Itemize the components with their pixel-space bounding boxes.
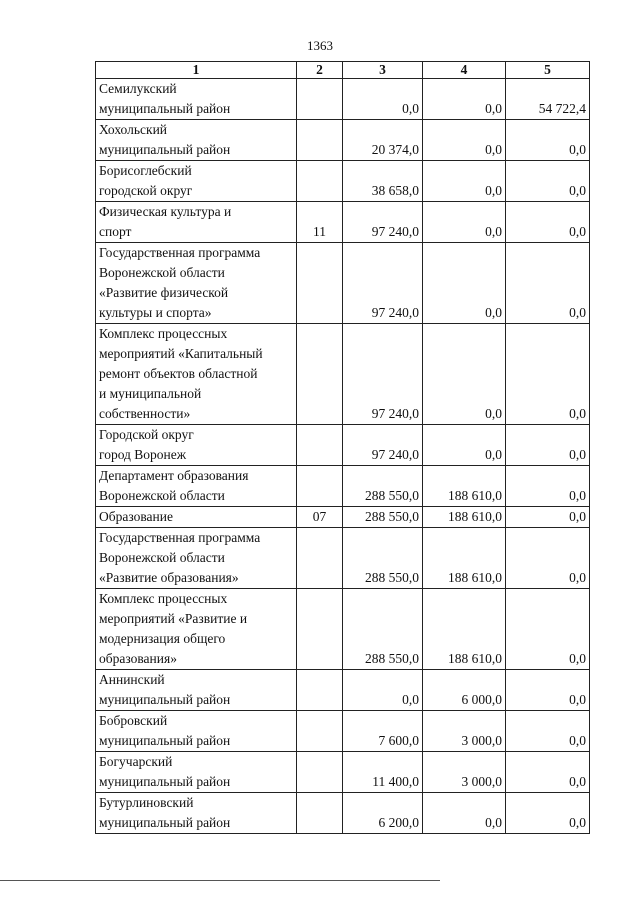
row-value-col5: 0,0 [506, 589, 590, 670]
row-value-col4: 3 000,0 [423, 752, 506, 793]
row-value-col4: 0,0 [423, 120, 506, 161]
row-value-col5: 0,0 [506, 528, 590, 589]
row-value-col5: 0,0 [506, 324, 590, 425]
row-name-cell: Бобровский муниципальный район [96, 711, 297, 752]
row-code-cell [297, 324, 343, 425]
table-row [96, 670, 590, 711]
row-name-cell: Физическая культура и спорт [96, 202, 297, 243]
table-row [96, 202, 590, 243]
row-value-col3: 0,0 [343, 670, 423, 711]
row-value-col5: 0,0 [506, 507, 590, 528]
row-value-col4: 188 610,0 [423, 528, 506, 589]
row-code-cell [297, 589, 343, 670]
row-value-col3: 11 400,0 [343, 752, 423, 793]
row-value-col4: 188 610,0 [423, 507, 506, 528]
row-value-col4: 188 610,0 [423, 466, 506, 507]
row-value-col5: 0,0 [506, 161, 590, 202]
table-row [96, 507, 590, 528]
row-value-col3: 0,0 [343, 79, 423, 120]
row-name-cell: Богучарский муниципальный район [96, 752, 297, 793]
row-value-col5: 0,0 [506, 670, 590, 711]
row-name-cell: Семилукский муниципальный район [96, 79, 297, 120]
row-name-cell: Комплекс процессных мероприятий «Капитальный ремонт объектов областной и муниципальной собственности» [96, 324, 297, 425]
row-code-cell [297, 752, 343, 793]
row-name-cell: Государственная программа Воронежской области «Развитие образования» [96, 528, 297, 589]
column-header-1: 1 [96, 62, 297, 79]
row-value-col4: 188 610,0 [423, 589, 506, 670]
table-row [96, 161, 590, 202]
row-value-col4: 0,0 [423, 793, 506, 834]
table-row [96, 752, 590, 793]
row-name-cell: Государственная программа Воронежской области «Развитие физической культуры и спорта» [96, 243, 297, 324]
column-header-4: 4 [423, 62, 506, 79]
row-value-col4: 0,0 [423, 202, 506, 243]
row-code-cell [297, 120, 343, 161]
table-row [96, 589, 590, 670]
row-name-cell: Департамент образования Воронежской области [96, 466, 297, 507]
row-value-col3: 38 658,0 [343, 161, 423, 202]
row-value-col3: 97 240,0 [343, 243, 423, 324]
row-name-cell: Городской округ город Воронеж [96, 425, 297, 466]
row-value-col5: 0,0 [506, 425, 590, 466]
table-row [96, 425, 590, 466]
row-code-cell [297, 466, 343, 507]
row-value-col4: 0,0 [423, 243, 506, 324]
row-value-col5: 0,0 [506, 752, 590, 793]
header-row [96, 62, 590, 79]
row-value-col5: 0,0 [506, 243, 590, 324]
row-value-col5: 0,0 [506, 793, 590, 834]
table-header [96, 62, 590, 79]
row-value-col5: 0,0 [506, 120, 590, 161]
row-value-col3: 288 550,0 [343, 528, 423, 589]
column-header-3: 3 [343, 62, 423, 79]
row-value-col5: 0,0 [506, 466, 590, 507]
row-code-cell [297, 670, 343, 711]
row-name-cell: Хохольский муниципальный район [96, 120, 297, 161]
row-value-col5: 54 722,4 [506, 79, 590, 120]
row-code-cell [297, 528, 343, 589]
row-value-col4: 0,0 [423, 324, 506, 425]
row-value-col3: 288 550,0 [343, 466, 423, 507]
table-row [96, 120, 590, 161]
column-header-2: 2 [297, 62, 343, 79]
row-value-col4: 0,0 [423, 425, 506, 466]
budget-table [95, 61, 590, 834]
row-value-col3: 20 374,0 [343, 120, 423, 161]
row-value-col3: 6 200,0 [343, 793, 423, 834]
row-value-col3: 7 600,0 [343, 711, 423, 752]
row-code-cell [297, 243, 343, 324]
table-body [96, 79, 590, 834]
table-row [96, 793, 590, 834]
page-number: 1363 [307, 38, 333, 53]
table-row [96, 528, 590, 589]
row-name-cell: Аннинский муниципальный район [96, 670, 297, 711]
row-code-cell [297, 425, 343, 466]
row-value-col4: 0,0 [423, 79, 506, 120]
row-value-col5: 0,0 [506, 202, 590, 243]
table-row [96, 79, 590, 120]
row-code-cell [297, 79, 343, 120]
row-name-cell: Борисоглебский городской округ [96, 161, 297, 202]
row-value-col3: 97 240,0 [343, 324, 423, 425]
row-value-col3: 97 240,0 [343, 202, 423, 243]
row-value-col3: 97 240,0 [343, 425, 423, 466]
row-code-cell [297, 161, 343, 202]
table-row [96, 243, 590, 324]
row-value-col3: 288 550,0 [343, 507, 423, 528]
row-code-cell: 11 [297, 202, 343, 243]
row-value-col4: 0,0 [423, 161, 506, 202]
row-value-col4: 3 000,0 [423, 711, 506, 752]
row-code-cell [297, 711, 343, 752]
table-row [96, 711, 590, 752]
row-name-cell: Бутурлиновский муниципальный район [96, 793, 297, 834]
table-row [96, 466, 590, 507]
row-value-col3: 288 550,0 [343, 589, 423, 670]
row-name-cell: Образование [96, 507, 297, 528]
table-row [96, 324, 590, 425]
row-value-col4: 6 000,0 [423, 670, 506, 711]
row-value-col5: 0,0 [506, 711, 590, 752]
footer-divider [0, 880, 440, 881]
row-code-cell: 07 [297, 507, 343, 528]
row-code-cell [297, 793, 343, 834]
row-name-cell: Комплекс процессных мероприятий «Развитие и модернизация общего образования» [96, 589, 297, 670]
column-header-5: 5 [506, 62, 590, 79]
